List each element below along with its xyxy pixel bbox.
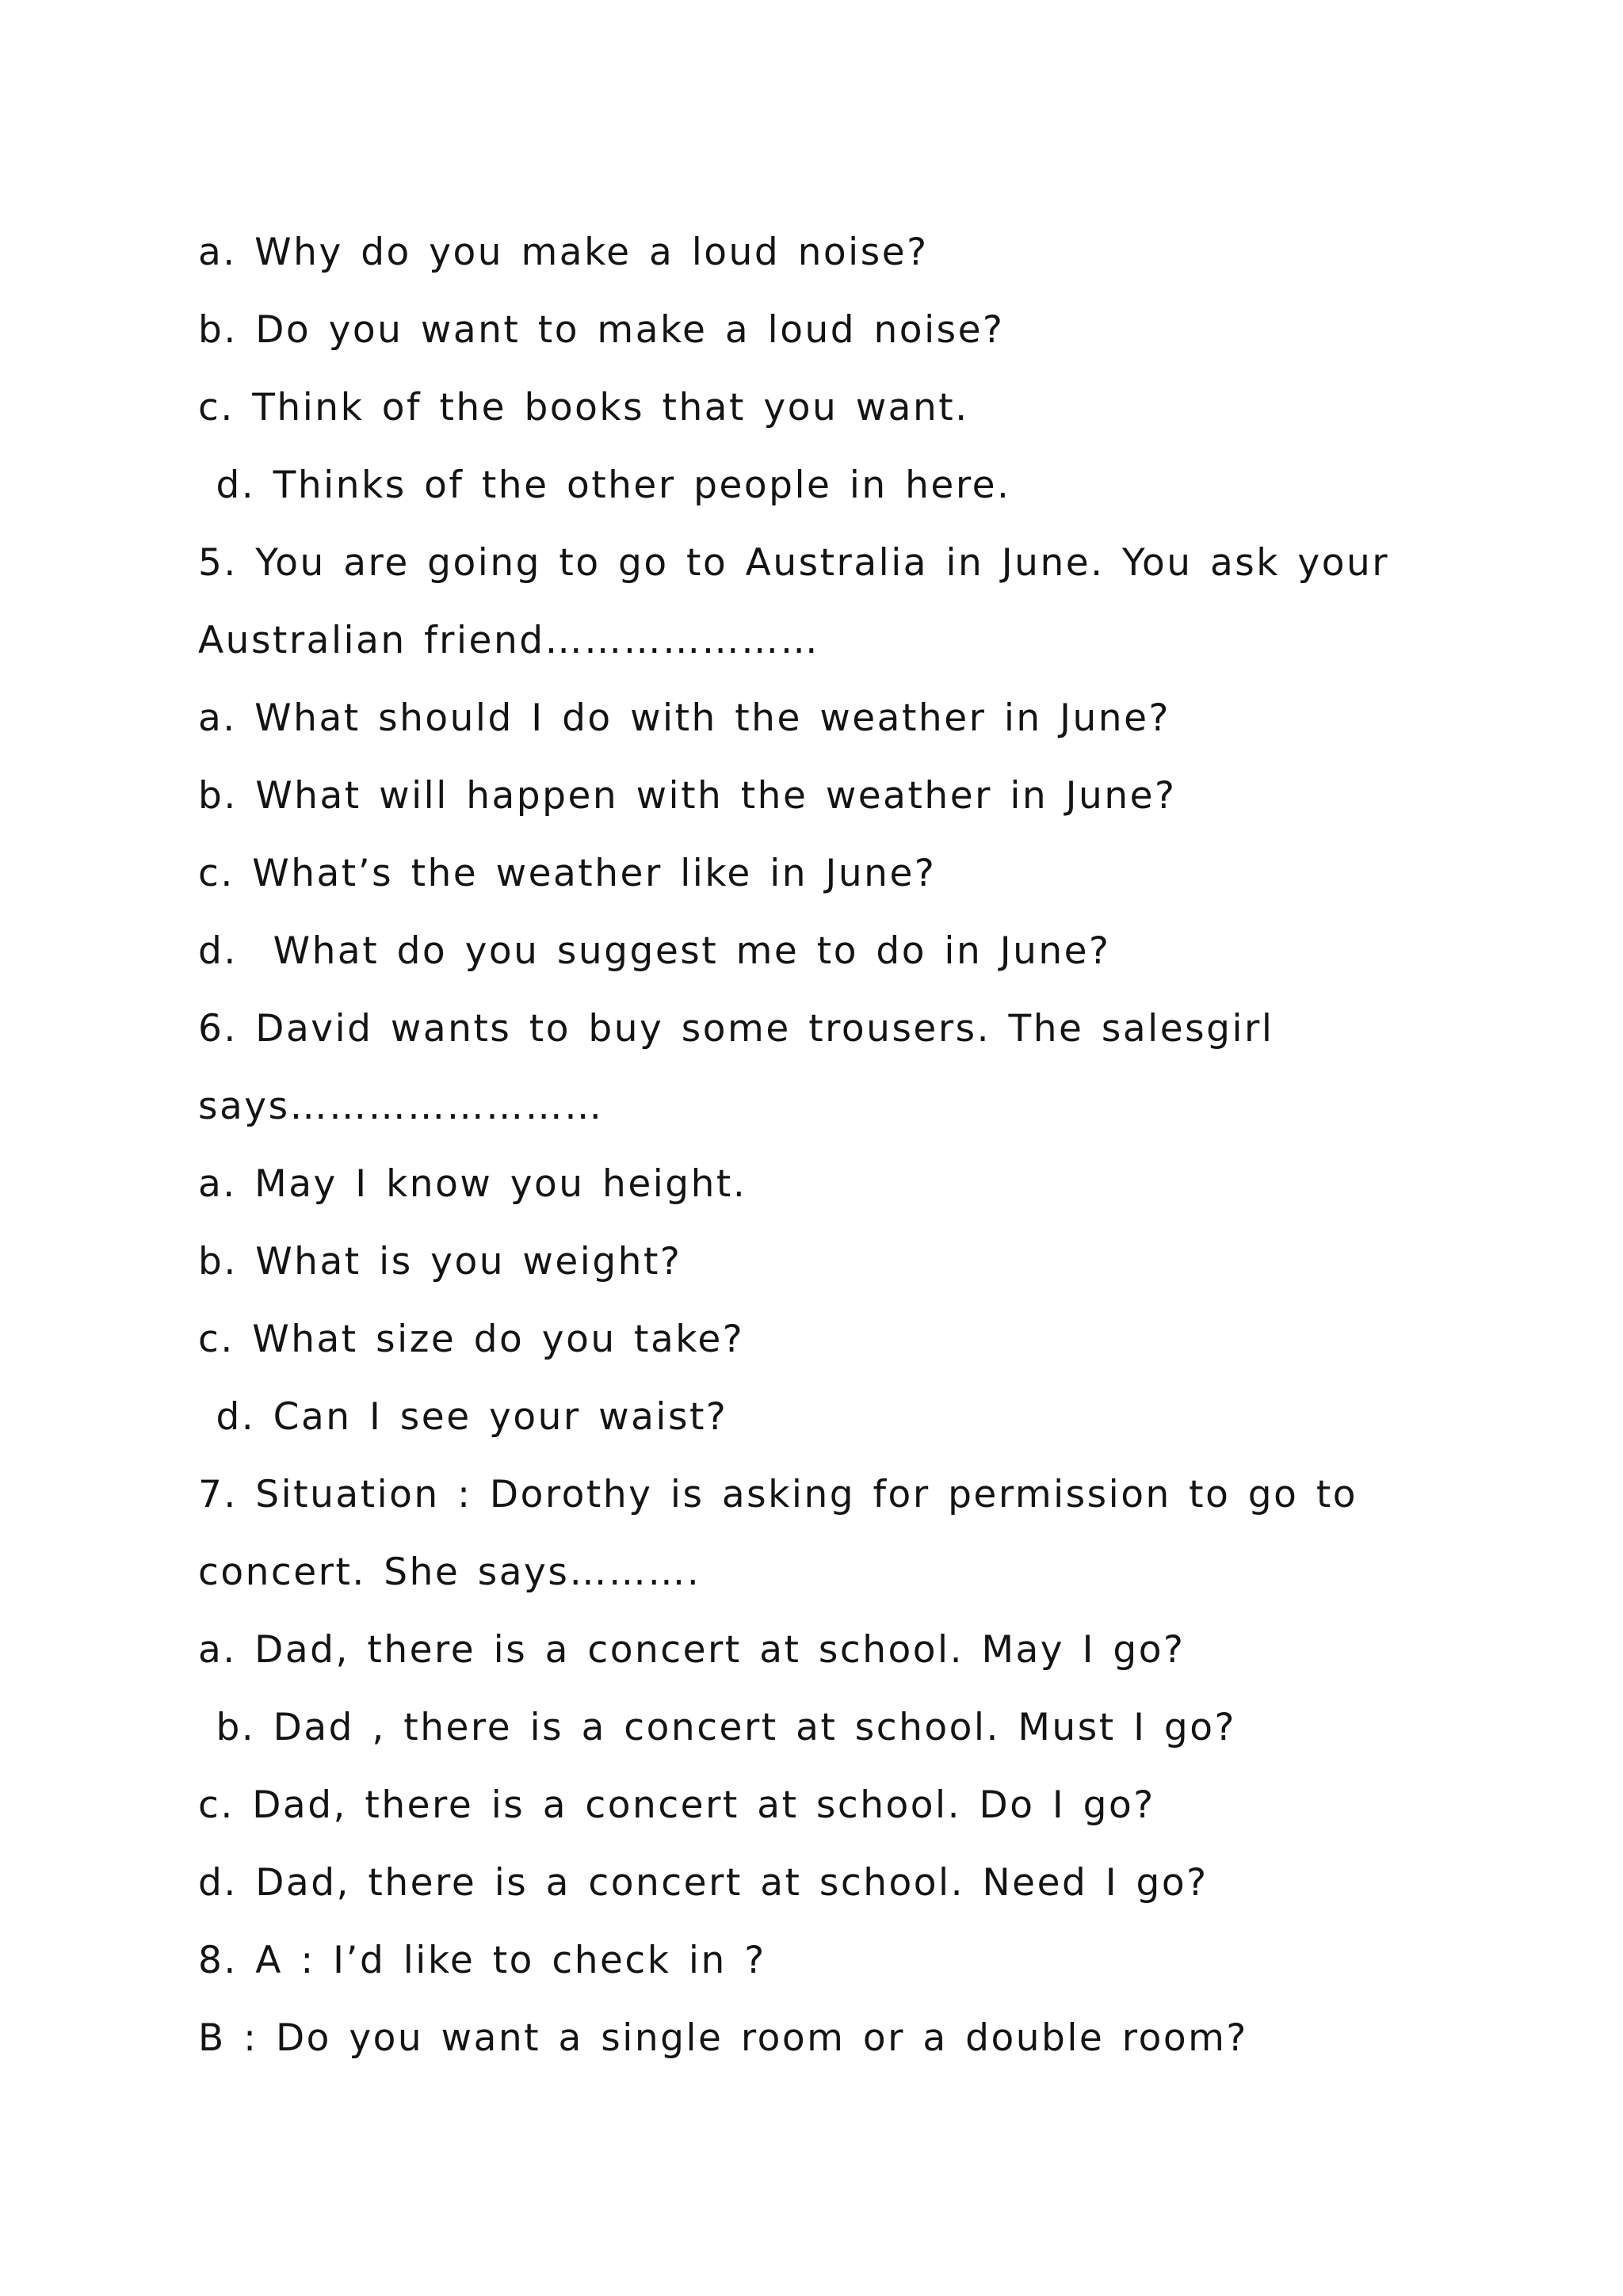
question-line: 5. You are going to go to Australia in June. You ask your — [198, 541, 1390, 585]
question-line: 8. A : I’d like to check in ? — [198, 1939, 766, 1982]
option-line: d. What do you suggest me to do in June? — [198, 929, 1111, 973]
option-line: b. What will happen with the weather in June? — [198, 774, 1177, 818]
question-line: B : Do you want a single room or a double room? — [198, 2016, 1248, 2060]
question-line: 7. Situation : Dorothy is asking for permission to go to — [198, 1473, 1358, 1516]
question-list — [198, 214, 1545, 2077]
option-line: a. What should I do with the weather in June? — [198, 696, 1170, 740]
option-line: c. Think of the books that you want. — [198, 386, 969, 429]
question-line: concert. She says………. — [198, 1550, 701, 1594]
option-line: d. Dad, there is a concert at school. Need I go? — [198, 1861, 1209, 1905]
option-line: c. What’s the weather like in June? — [198, 852, 937, 895]
option-line: b. What is you weight? — [198, 1240, 682, 1283]
option-line: d. Can I see your waist? — [198, 1395, 728, 1439]
option-line: a. Why do you make a loud noise? — [198, 231, 929, 274]
option-line: a. May I know you height. — [198, 1162, 747, 1206]
option-line: d. Thinks of the other people in here. — [198, 463, 1011, 507]
question-line: Australian friend………………… — [198, 619, 820, 662]
option-line: b. Do you want to make a loud noise? — [198, 308, 1005, 352]
question-line: 6. David wants to buy some trousers. The salesgirl — [198, 1007, 1274, 1051]
option-line: c. What size do you take? — [198, 1318, 745, 1361]
option-line: b. Dad , there is a concert at school. Must I go? — [198, 1706, 1236, 1749]
option-line: c. Dad, there is a concert at school. Do I go? — [198, 1783, 1155, 1827]
question-line: says…………………… — [198, 1085, 604, 1128]
option-line: a. Dad, there is a concert at school. May I go? — [198, 1628, 1186, 1672]
